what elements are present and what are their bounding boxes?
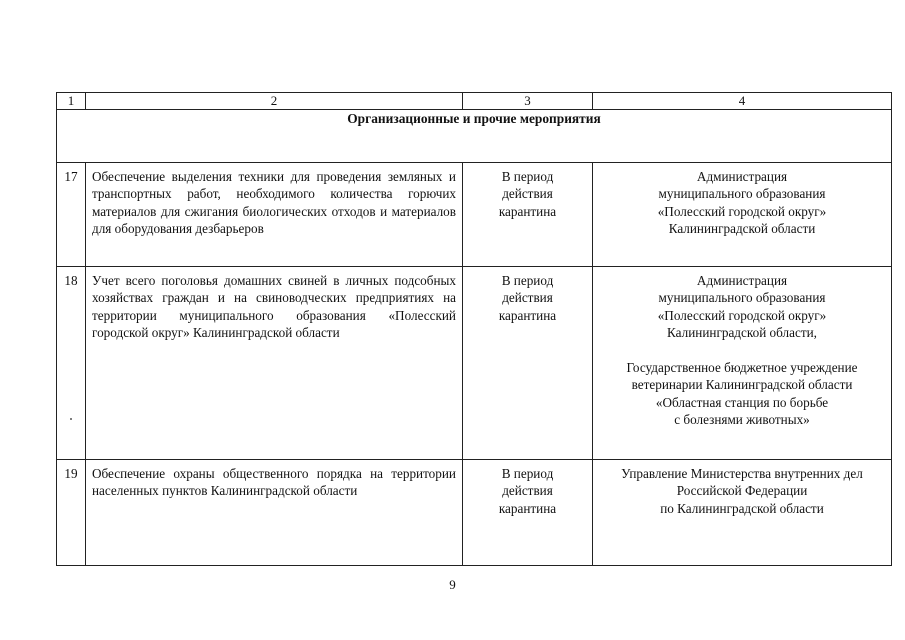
row-executor	[593, 267, 892, 460]
executor-spacer	[593, 342, 891, 359]
measures-table	[56, 92, 892, 566]
period-line: действия	[502, 483, 553, 499]
row-executor	[593, 460, 892, 566]
executor-line: Администрация	[696, 273, 788, 288]
row-period	[463, 460, 593, 566]
period-line: карантина	[498, 500, 557, 516]
table-row	[57, 163, 892, 267]
executor-line: по Калининградской области	[660, 500, 824, 516]
executor-line: муниципального образования	[658, 290, 826, 306]
period-line: В период	[501, 169, 554, 184]
row-number: 18	[57, 267, 86, 460]
section-row	[57, 110, 892, 163]
period-line: действия	[502, 290, 553, 306]
row-number: 19	[57, 460, 86, 566]
executor-line: муниципального образования	[658, 186, 826, 202]
row-period	[463, 267, 593, 460]
scan-speck	[70, 418, 72, 420]
period-line: действия	[502, 186, 553, 202]
table-row	[57, 267, 892, 460]
executor-line: Администрация	[696, 169, 788, 184]
executor-line: «Полесский городской округ»	[657, 203, 827, 219]
page-number: 9	[449, 577, 456, 592]
executor-line: с болезнями животных»	[674, 412, 810, 428]
period-line: карантина	[498, 203, 557, 219]
executor-line: ветеринарии Калининградской области	[631, 377, 853, 393]
column-number-row	[57, 93, 892, 110]
row-activity: Учет всего поголовья домашних свиней в личных подсобных хозяйствах граждан и на свиноводческих предприятиях на территории муниципального образования «Полесский городской округ» Калининградской области	[86, 267, 463, 460]
period-line: карантина	[498, 307, 557, 323]
period-line: В период	[501, 273, 554, 288]
row-number: 17	[57, 163, 86, 267]
executor-line: Калининградской области	[668, 221, 816, 237]
executor-line: Российской Федерации	[676, 483, 808, 499]
row-activity: Обеспечение выделения техники для проведения земляных и транспортных работ, необходимого количества горючих материалов для сжигания биологических отходов и материалов для оборудования дезбарьеров	[86, 163, 463, 267]
column-1-header: 1	[57, 93, 86, 110]
row-period	[463, 163, 593, 267]
executor-line: Управление Министерства внутренних дел	[621, 466, 863, 481]
column-2-header: 2	[86, 93, 463, 110]
row-activity: Обеспечение охраны общественного порядка на территории населенных пунктов Калининградской области	[86, 460, 463, 566]
section-title: Организационные и прочие мероприятия	[57, 110, 892, 163]
executor-line: «Полесский городской округ»	[657, 307, 827, 323]
column-4-header: 4	[593, 93, 892, 110]
row-executor	[593, 163, 892, 267]
table-row	[57, 460, 892, 566]
executor-line: Государственное бюджетное учреждение	[626, 360, 858, 376]
period-line: В период	[501, 466, 554, 481]
executor-line: «Областная станция по борьбе	[655, 394, 829, 410]
column-3-header: 3	[463, 93, 593, 110]
executor-line: Калининградской области,	[667, 325, 817, 341]
